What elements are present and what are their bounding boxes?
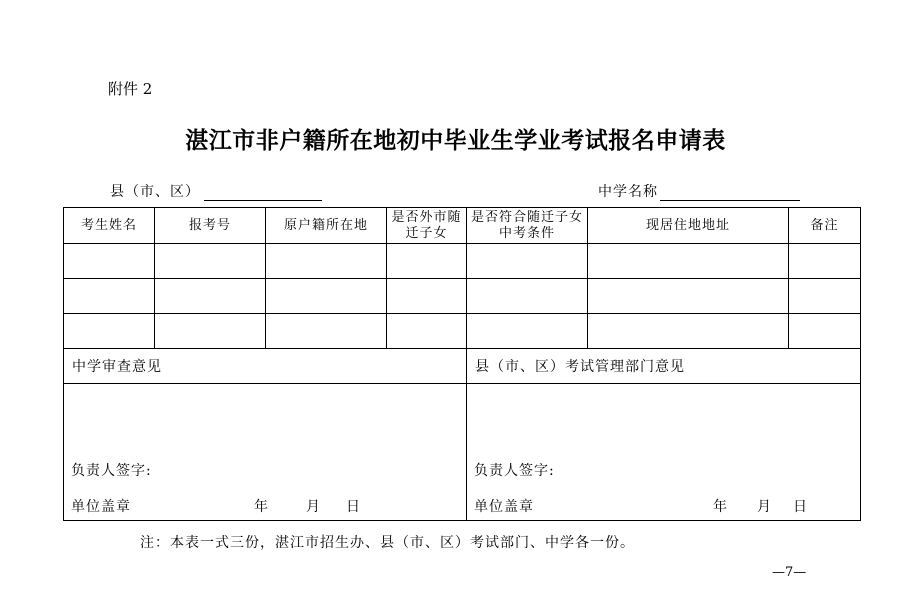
county-signature-label: 负责人签字:: [474, 463, 555, 479]
header-remarks: 备注: [789, 208, 861, 244]
county-label: 县（市、区）: [110, 184, 200, 200]
school-stamp-label: 单位盖章: [71, 499, 131, 515]
form-title: 湛江市非户籍所在地初中毕业生学业考试报名申请表: [185, 127, 726, 154]
table-cell[interactable]: [266, 279, 387, 314]
header-name: 考生姓名: [64, 208, 155, 244]
county-opinion-heading: 县（市、区）考试管理部门意见: [467, 349, 861, 384]
county-stamp-label: 单位盖章: [474, 499, 534, 515]
page-number: —7—: [772, 565, 807, 580]
school-day-label: 日: [346, 499, 360, 515]
header-migrant-child: 是否外市随迁子女: [387, 208, 467, 244]
table-row: [64, 244, 861, 279]
county-date: [713, 496, 807, 516]
table-cell[interactable]: [64, 244, 155, 279]
table-cell[interactable]: [588, 279, 789, 314]
header-eligibility: 是否符合随迁子女中考条件: [467, 208, 588, 244]
school-opinion-heading: 中学审查意见: [64, 349, 467, 384]
county-year-label: 年: [713, 499, 727, 515]
school-label: 中学名称: [598, 184, 658, 200]
footnote: 注：本表一式三份，湛江市招生办、县（市、区）考试部门、中学各一份。: [140, 535, 635, 551]
county-field: [110, 181, 322, 201]
table-cell[interactable]: [64, 314, 155, 349]
school-field: [598, 181, 800, 201]
table-cell[interactable]: [266, 244, 387, 279]
table-cell[interactable]: [789, 279, 861, 314]
opinion-heading-row: [64, 349, 861, 384]
table-cell[interactable]: [588, 314, 789, 349]
table-cell[interactable]: [467, 244, 588, 279]
school-date: [254, 496, 360, 516]
school-blank[interactable]: [660, 185, 800, 201]
school-year-label: 年: [254, 499, 268, 515]
table-header-row: [64, 208, 861, 244]
table-cell[interactable]: [387, 314, 467, 349]
county-day-label: 日: [793, 499, 807, 515]
table-cell[interactable]: [266, 314, 387, 349]
attachment-label: 附件 2: [108, 80, 153, 98]
county-month-label: 月: [757, 499, 771, 515]
table-cell[interactable]: [387, 244, 467, 279]
table-cell[interactable]: [155, 279, 266, 314]
table-cell[interactable]: [64, 279, 155, 314]
header-origin-household: 原户籍所在地: [266, 208, 387, 244]
table-cell[interactable]: [789, 314, 861, 349]
header-exam-number: 报考号: [155, 208, 266, 244]
table-cell[interactable]: [467, 314, 588, 349]
opinion-body-row: [64, 384, 861, 521]
table-cell[interactable]: [467, 279, 588, 314]
table-cell[interactable]: [588, 244, 789, 279]
application-table: [63, 207, 861, 521]
school-signature-label: 负责人签字:: [71, 463, 152, 479]
school-opinion-box[interactable]: [64, 384, 467, 521]
table-cell[interactable]: [155, 314, 266, 349]
school-month-label: 月: [306, 499, 320, 515]
table-cell[interactable]: [387, 279, 467, 314]
county-opinion-box[interactable]: [467, 384, 861, 521]
table-row: [64, 314, 861, 349]
table-cell[interactable]: [155, 244, 266, 279]
header-current-address: 现居住地地址: [588, 208, 789, 244]
table-row: [64, 279, 861, 314]
county-blank[interactable]: [204, 185, 322, 201]
table-cell[interactable]: [789, 244, 861, 279]
